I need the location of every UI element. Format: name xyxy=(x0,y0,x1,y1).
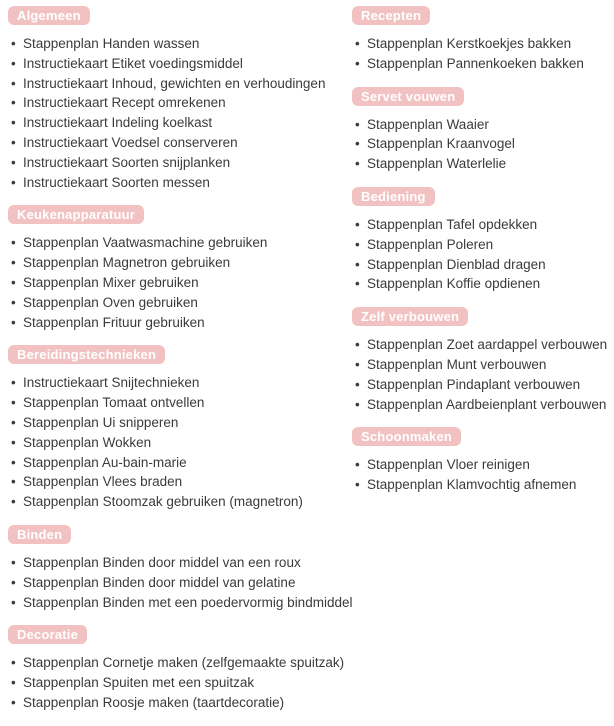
section-bereidingstechnieken xyxy=(8,345,352,512)
list-item: • Stappenplan Pindaplant verbouwen xyxy=(354,375,614,395)
item-list xyxy=(8,653,352,712)
item-list xyxy=(8,553,352,612)
list-item: • Stappenplan Spuiten met een spuitzak xyxy=(10,673,352,693)
list-item: • Instructiekaart Etiket voedingsmiddel xyxy=(10,54,352,74)
item-list xyxy=(352,335,614,414)
section-recepten xyxy=(352,6,614,74)
list-item: • Stappenplan Binden door middel van een roux xyxy=(10,553,352,573)
section-badge-bediening: Bediening xyxy=(352,187,435,206)
list-item: • Stappenplan Vlees braden xyxy=(10,472,352,492)
item-list xyxy=(8,34,352,192)
section-bediening xyxy=(352,187,614,294)
list-item: • Stappenplan Kraanvogel xyxy=(354,134,614,154)
list-item: • Stappenplan Oven gebruiken xyxy=(10,293,352,313)
list-item: • Stappenplan Koffie opdienen xyxy=(354,274,614,294)
section-servet-vouwen xyxy=(352,87,614,174)
list-item: • Stappenplan Au-bain-marie xyxy=(10,453,352,473)
list-item: • Stappenplan Tafel opdekken xyxy=(354,215,614,235)
list-item: • Stappenplan Magnetron gebruiken xyxy=(10,253,352,273)
list-item: • Stappenplan Mixer gebruiken xyxy=(10,273,352,293)
list-item: • Stappenplan Pannenkoeken bakken xyxy=(354,54,614,74)
left-column xyxy=(8,6,352,726)
list-item: • Instructiekaart Indeling koelkast xyxy=(10,113,352,133)
section-badge-recepten: Recepten xyxy=(352,6,430,25)
list-item: • Stappenplan Binden door middel van gelatine xyxy=(10,573,352,593)
item-list xyxy=(352,455,614,495)
right-column xyxy=(352,6,614,726)
list-item: • Stappenplan Dienblad dragen xyxy=(354,255,614,275)
section-binden xyxy=(8,525,352,612)
list-item: • Instructiekaart Soorten messen xyxy=(10,173,352,193)
list-item: • Stappenplan Vaatwasmachine gebruiken xyxy=(10,233,352,253)
list-item: • Stappenplan Klamvochtig afnemen xyxy=(354,475,614,495)
section-schoonmaken xyxy=(352,427,614,495)
item-list xyxy=(8,233,352,332)
list-item: • Stappenplan Stoomzak gebruiken (magnetron) xyxy=(10,492,352,512)
item-list xyxy=(352,115,614,174)
list-item: • Instructiekaart Inhoud, gewichten en verhoudingen xyxy=(10,74,352,94)
list-item: • Stappenplan Ui snipperen xyxy=(10,413,352,433)
list-item: • Instructiekaart Recept omrekenen xyxy=(10,93,352,113)
section-algemeen xyxy=(8,6,352,192)
list-item: • Stappenplan Binden met een poedervormig bindmiddel xyxy=(10,593,352,613)
section-zelf-verbouwen xyxy=(352,307,614,414)
item-list xyxy=(352,215,614,294)
list-item: • Stappenplan Munt verbouwen xyxy=(354,355,614,375)
list-item: • Stappenplan Vloer reinigen xyxy=(354,455,614,475)
item-list xyxy=(352,34,614,74)
section-badge-bereidingstechnieken: Bereidingstechnieken xyxy=(8,345,165,364)
section-badge-zelf-verbouwen: Zelf verbouwen xyxy=(352,307,468,326)
section-decoratie xyxy=(8,625,352,712)
list-item: • Stappenplan Cornetje maken (zelfgemaakte spuitzak) xyxy=(10,653,352,673)
section-badge-servet-vouwen: Servet vouwen xyxy=(352,87,464,106)
section-badge-schoonmaken: Schoonmaken xyxy=(352,427,461,446)
list-item: • Instructiekaart Snijtechnieken xyxy=(10,373,352,393)
section-badge-algemeen: Algemeen xyxy=(8,6,90,25)
item-list xyxy=(8,373,352,512)
list-item: • Instructiekaart Voedsel conserveren xyxy=(10,133,352,153)
section-badge-binden: Binden xyxy=(8,525,71,544)
list-item: • Stappenplan Aardbeienplant verbouwen xyxy=(354,395,614,415)
list-item: • Stappenplan Poleren xyxy=(354,235,614,255)
list-item: • Stappenplan Waterlelie xyxy=(354,154,614,174)
list-item: • Stappenplan Zoet aardappel verbouwen xyxy=(354,335,614,355)
list-item: • Stappenplan Handen wassen xyxy=(10,34,352,54)
list-item: • Stappenplan Roosje maken (taartdecoratie) xyxy=(10,693,352,713)
section-keukenapparatuur xyxy=(8,205,352,332)
list-item: • Stappenplan Kerstkoekjes bakken xyxy=(354,34,614,54)
list-item: • Stappenplan Wokken xyxy=(10,433,352,453)
list-item: • Stappenplan Waaier xyxy=(354,115,614,135)
section-badge-keukenapparatuur: Keukenapparatuur xyxy=(8,205,144,224)
section-badge-decoratie: Decoratie xyxy=(8,625,87,644)
list-item: • Stappenplan Tomaat ontvellen xyxy=(10,393,352,413)
list-item: • Stappenplan Frituur gebruiken xyxy=(10,313,352,333)
list-item: • Instructiekaart Soorten snijplanken xyxy=(10,153,352,173)
